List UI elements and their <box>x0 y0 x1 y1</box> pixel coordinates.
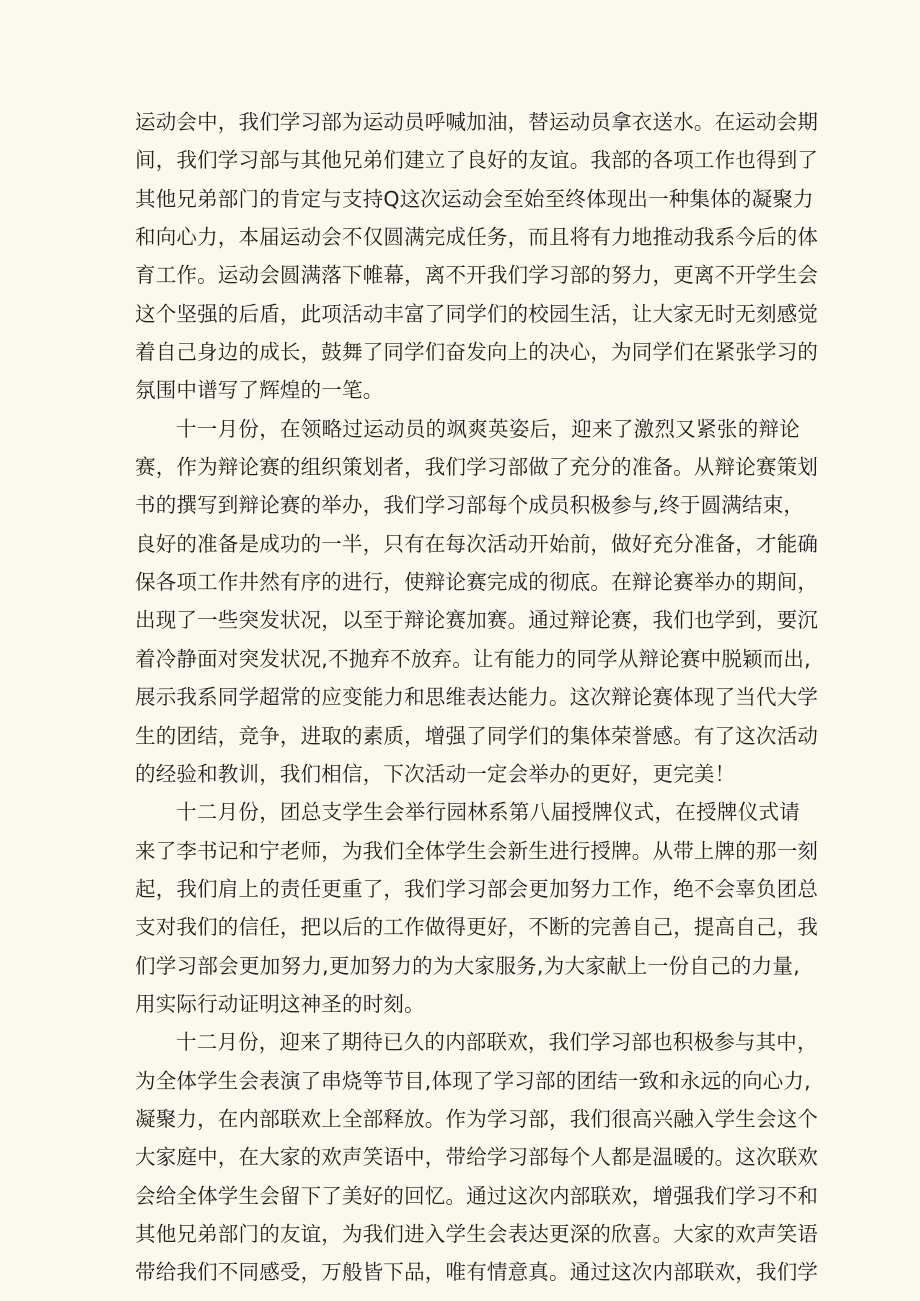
text-line: 运动会中，我们学习部为运动员呼喊加油，替运动员拿衣送水。在运动会期 <box>135 110 819 134</box>
text-line: 凝聚力，在内部联欢上全部释放。作为学习部，我们很高兴融入学生会这个 <box>135 1106 819 1131</box>
text-line: 十二月份，迎来了期待已久的内部联欢，我们学习部也积极参与其中， <box>176 1030 818 1055</box>
text-line: 用实际行动证明这神圣的时刻。 <box>135 991 425 1016</box>
text-line: 展示我系同学超常的应变能力和思维表达能力。这次辩论赛体现了当代大学 <box>135 685 819 710</box>
text-line: 这个坚强的后盾，此项活动丰富了同学们的校园生活，让大家无时无刻感觉 <box>135 301 819 326</box>
text-line: 保各项工作井然有序的进行，使辩论赛完成的彻底。在辩论赛举办的期间， <box>135 570 819 595</box>
document-body <box>135 103 819 1292</box>
text-line: 大家庭中，在大家的欢声笑语中，带给学习部每个人都是温暖的。这次联欢 <box>135 1145 819 1170</box>
text-line: 出现了一些突发状况，以至于辩论赛加赛。通过辩论赛，我们也学到，要沉 <box>135 608 819 633</box>
text-line: 起，我们肩上的责任更重了，我们学习部会更加努力工作，绝不会辜负团总 <box>135 876 819 901</box>
text-line: 们学习部会更加努力,更加努力的为大家服务,为大家献上一份自己的力量, <box>135 953 800 978</box>
text-line: 其他兄弟部门的肯定与支持Q这次运动会至始至终体现出一种集体的凝聚力 <box>135 186 814 211</box>
text-line: 间，我们学习部与其他兄弟们建立了良好的友谊。我部的各项工作也得到了 <box>135 148 819 173</box>
text-line: 书的撰写到辩论赛的举办，我们学习部每个成员积极参与,终于圆满结束， <box>135 493 805 518</box>
text-line: 带给我们不同感受，万般皆下品，唯有情意真。通过这次内部联欢，我们学 <box>135 1260 819 1285</box>
text-line: 良好的准备是成功的一半，只有在每次活动开始前，做好充分准备，才能确 <box>135 531 819 556</box>
text-line: 的经验和教训，我们相信，下次活动一定会举办的更好，更完美！ <box>135 761 736 786</box>
text-line: 来了李书记和宁老师，为我们全体学生会新生进行授牌。从带上牌的那一刻 <box>135 838 819 863</box>
text-line: 为全体学生会表演了串烧等节目,体现了学习部的团结一致和永远的向心力, <box>135 1068 811 1093</box>
text-line: 和向心力，本届运动会不仅圆满完成任务，而且将有力地推动我系今后的体 <box>135 225 819 250</box>
text-line: 十一月份，在领略过运动员的飒爽英姿后，迎来了激烈又紧张的辩论 <box>176 416 800 441</box>
text-line: 着自己身边的成长，鼓舞了同学们奋发向上的决心，为同学们在紧张学习的 <box>135 340 819 365</box>
text-line: 其他兄弟部门的友谊，为我们进入学生会表达更深的欣喜。大家的欢声笑语 <box>135 1221 819 1246</box>
text-line: 育工作。运动会圆满落下帷幕，离不开我们学习部的努力，更离不开学生会 <box>135 263 819 288</box>
text-line: 赛，作为辩论赛的组织策划者，我们学习部做了充分的准备。从辩论赛策划 <box>135 455 819 480</box>
text-line: 着冷静面对突发状况,不抛弃不放弃。让有能力的同学从辩论赛中脱颖而出, <box>135 646 811 671</box>
text-line: 氛围中谱写了辉煌的一笔。 <box>135 378 384 403</box>
text-line: 十二月份，团总支学生会举行园林系第八届授牌仪式，在授牌仪式请 <box>176 800 800 825</box>
text-line: 生的团结，竞争，进取的素质，增强了同学们的集体荣誉感。有了这次活动 <box>135 723 819 748</box>
text-line: 会给全体学生会留下了美好的回忆。通过这次内部联欢，增强我们学习不和 <box>135 1183 819 1208</box>
text-line: 支对我们的信任，把以后的工作做得更好，不断的完善自己，提高自己，我 <box>135 915 819 940</box>
